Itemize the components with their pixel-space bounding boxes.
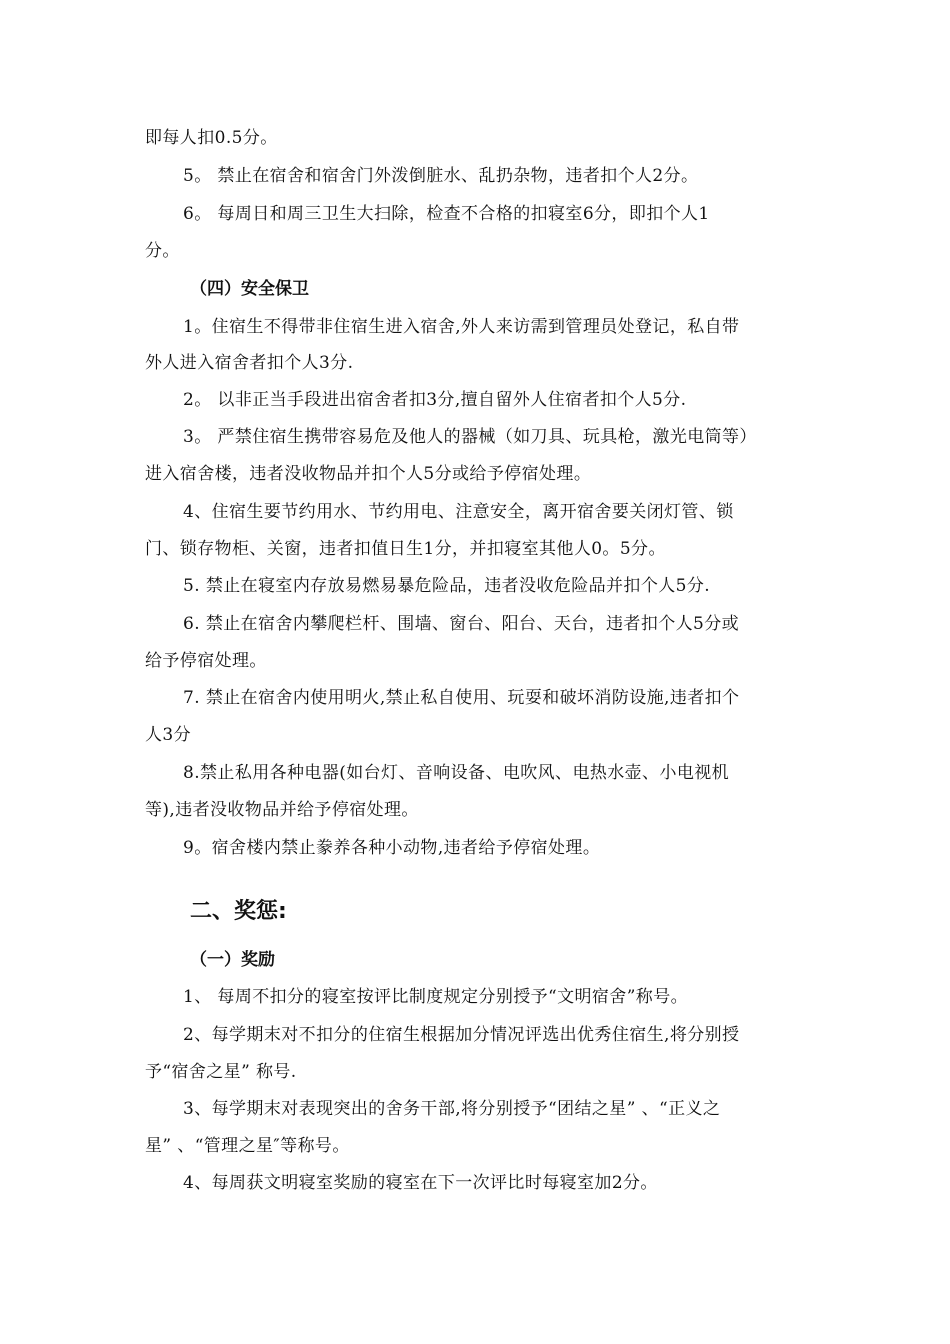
section-heading-security: （四）安全保卫	[190, 279, 309, 299]
text-line: 3、每学期末对表现突出的舍务干部,将分别授予“团结之星” 、“正义之	[183, 1099, 721, 1119]
text-line: 即每人扣0.5分。	[145, 128, 278, 148]
text-line: 2、每学期末对不扣分的住宿生根据加分情况评选出优秀住宿生,将分别授	[183, 1025, 740, 1045]
text-line: 人3分	[145, 725, 192, 745]
text-line: 5. 禁止在寝室内存放易燃易暴危险品，违者没收危险品并扣个人5分.	[183, 576, 711, 596]
text-line: 外人进入宿舍者扣个人3分.	[145, 353, 354, 373]
text-line: 予“宿舍之星” 称号.	[145, 1062, 297, 1082]
text-line: 门、锁存物柜、关窗，违者扣值日生1分，并扣寝室其他人0。5分。	[145, 539, 666, 559]
text-line: 3。 严禁住宿生携带容易危及他人的器械（如刀具、玩具枪，激光电筒等）	[183, 427, 757, 447]
text-line: 给予停宿处理。	[145, 651, 267, 671]
text-line: 星” 、“管理之星″等称号。	[145, 1136, 350, 1156]
text-line: 2。 以非正当手段进出宿舍者扣3分,擅自留外人住宿者扣个人5分.	[183, 390, 687, 410]
text-line: 9。宿舍楼内禁止豢养各种小动物,违者给予停宿处理。	[183, 838, 601, 858]
text-line: 4、住宿生要节约用水、节约用电、注意安全，离开宿舍要关闭灯管、锁	[183, 502, 734, 522]
part-heading-rewards-penalties: 二、奖惩:	[190, 899, 287, 924]
text-line: 7. 禁止在宿舍内使用明火,禁止私自使用、玩耍和破坏消防设施,违者扣个	[183, 688, 740, 708]
text-line: 8.禁止私用各种电器(如台灯、音响设备、电吹风、电热水壶、小电视机	[183, 763, 730, 783]
text-line: 6. 禁止在宿舍内攀爬栏杆、围墙、窗台、阳台、天台，违者扣个人5分或	[183, 614, 740, 634]
text-line: 6。 每周日和周三卫生大扫除，检查不合格的扣寝室6分，即扣个人1	[183, 204, 710, 224]
section-heading-rewards: （一）奖励	[190, 950, 275, 970]
text-line: 分。	[145, 241, 180, 261]
text-line: 1、 每周不扣分的寝室按评比制度规定分别授予“文明宿舍”称号。	[183, 987, 689, 1007]
text-line: 等),违者没收物品并给予停宿处理。	[145, 800, 419, 820]
text-line: 1。住宿生不得带非住宿生进入宿舍,外人来访需到管理员处登记，私自带	[183, 317, 740, 337]
text-line: 5。 禁止在宿舍和宿舍门外泼倒脏水、乱扔杂物，违者扣个人2分。	[183, 166, 699, 186]
text-line: 进入宿舍楼，违者没收物品并扣个人5分或给予停宿处理。	[145, 464, 592, 484]
text-line: 4、每周获文明寝室奖励的寝室在下一次评比时每寝室加2分。	[183, 1173, 658, 1193]
